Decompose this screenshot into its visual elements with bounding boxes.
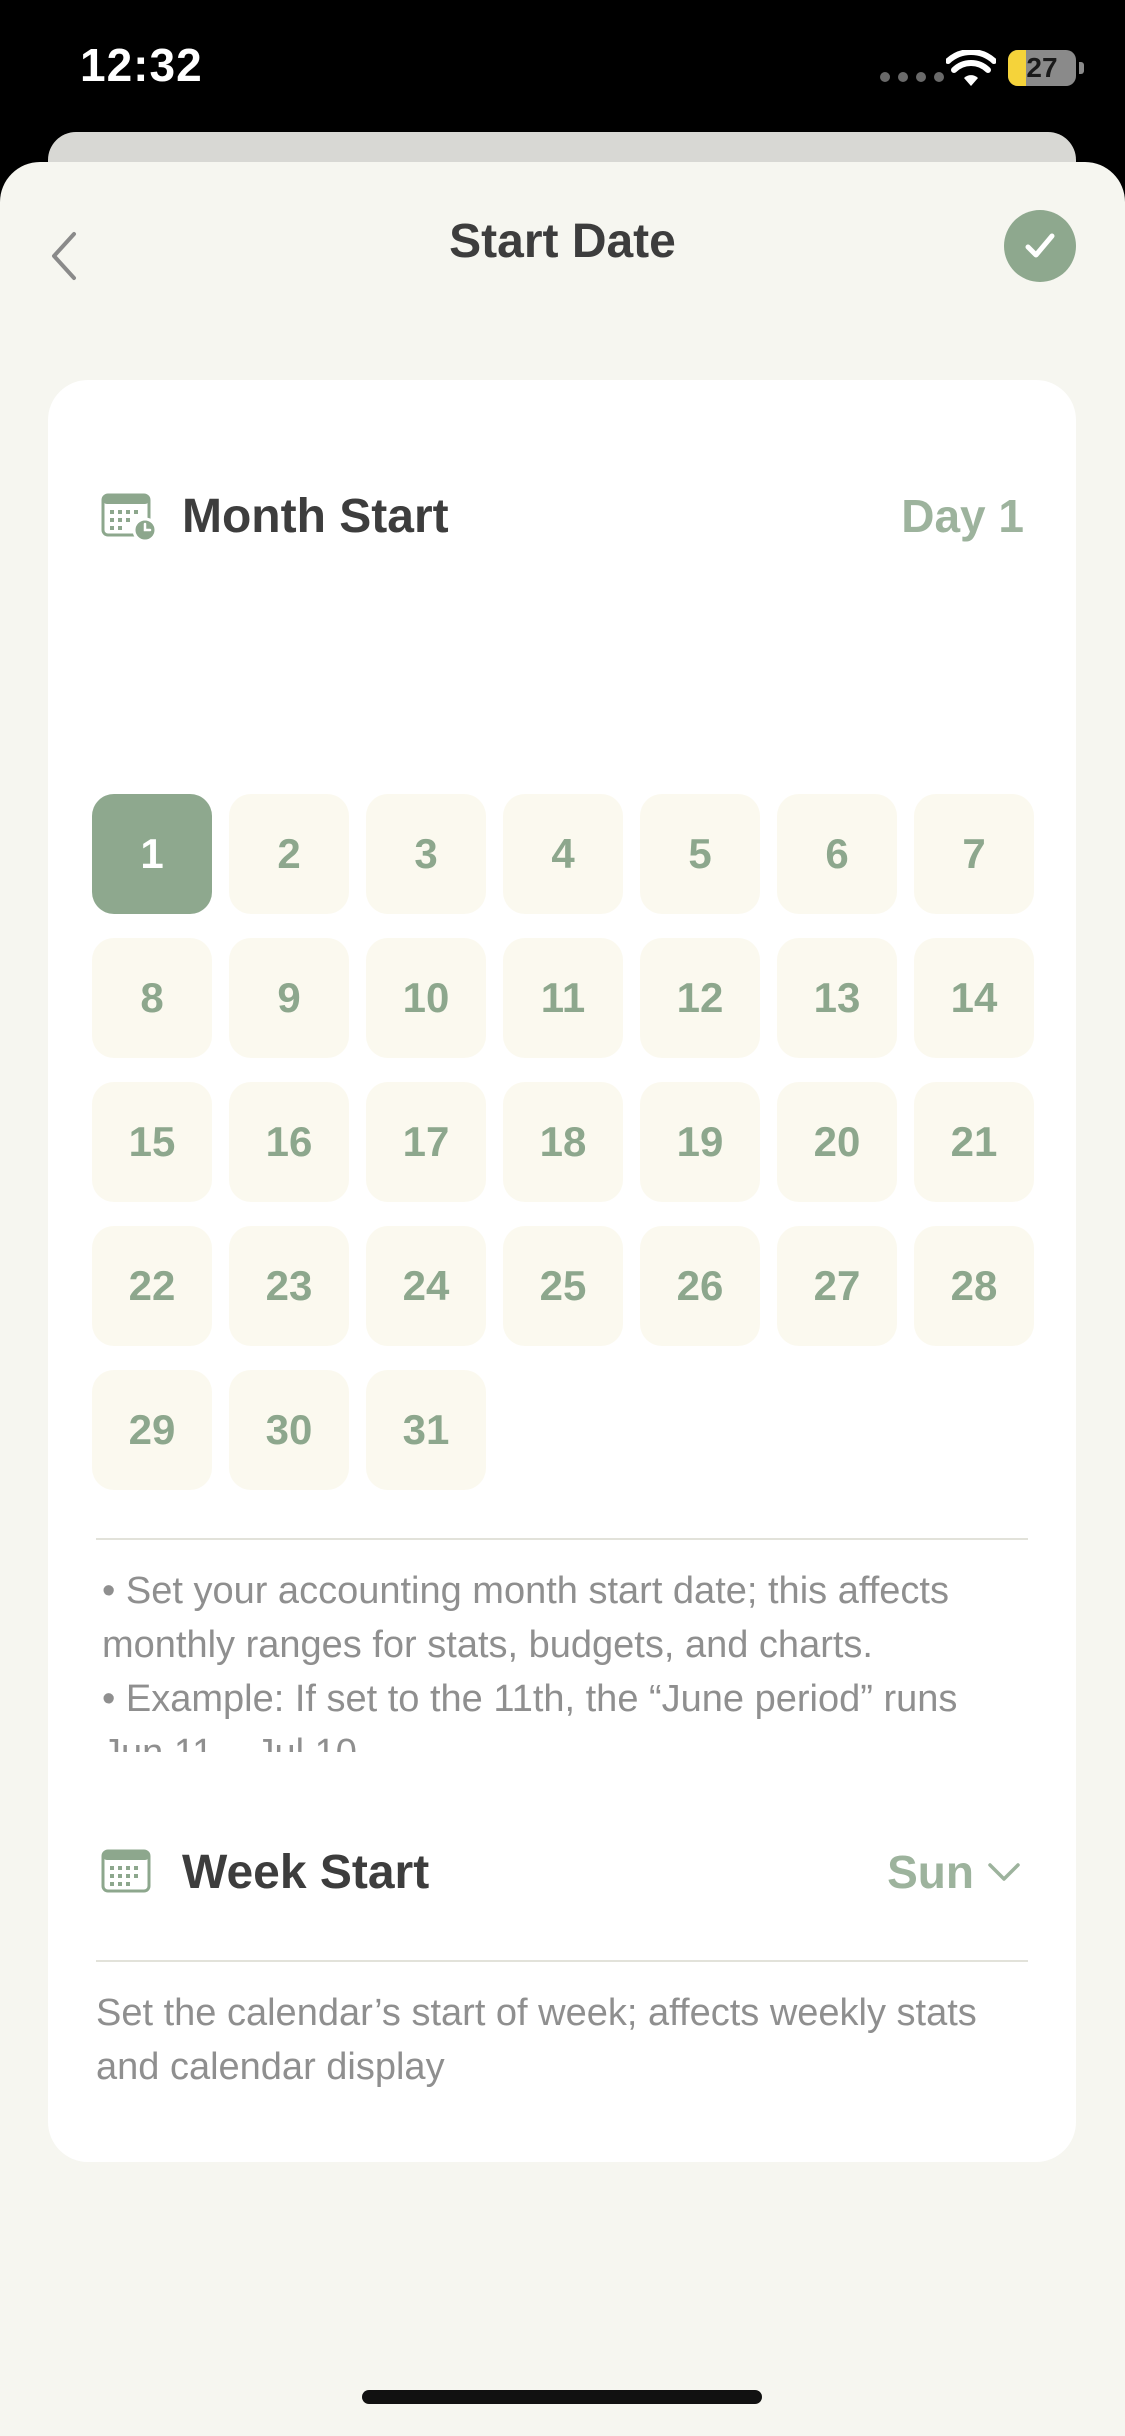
chevron-down-icon: [984, 1859, 1024, 1885]
day-cell[interactable]: 26: [640, 1226, 760, 1346]
day-cell[interactable]: 12: [640, 938, 760, 1058]
divider: [96, 1538, 1028, 1540]
day-cell[interactable]: 8: [92, 938, 212, 1058]
day-cell[interactable]: 15: [92, 1082, 212, 1202]
calendar-icon: [100, 1846, 158, 1898]
divider: [96, 1960, 1028, 1962]
calendar-clock-icon: [100, 490, 158, 542]
month-start-value[interactable]: Day 1: [901, 490, 1024, 542]
day-cell[interactable]: 11: [503, 938, 623, 1058]
day-cell[interactable]: 24: [366, 1226, 486, 1346]
day-cell[interactable]: 25: [503, 1226, 623, 1346]
day-cell[interactable]: 10: [366, 938, 486, 1058]
day-cell[interactable]: 6: [777, 794, 897, 914]
day-cell[interactable]: 22: [92, 1226, 212, 1346]
day-cell[interactable]: 19: [640, 1082, 760, 1202]
month-start-card: [48, 380, 1076, 1852]
checkmark-icon: [1020, 226, 1060, 266]
week-start-card: [48, 1752, 1076, 2162]
day-cell[interactable]: 21: [914, 1082, 1034, 1202]
home-indicator[interactable]: [362, 2390, 762, 2404]
day-cell[interactable]: 23: [229, 1226, 349, 1346]
status-bar: [0, 0, 1125, 140]
status-time: 12:32: [80, 39, 203, 91]
week-start-dropdown[interactable]: [887, 1845, 1024, 1899]
week-start-value: Sun: [887, 1846, 974, 1898]
week-start-row[interactable]: [100, 1832, 1024, 1912]
day-cell[interactable]: 1: [92, 794, 212, 914]
battery-level: 27: [1026, 52, 1058, 83]
start-date-sheet: [0, 162, 1125, 2436]
month-day-grid: [92, 794, 1034, 1490]
wifi-icon: [946, 50, 996, 90]
day-cell[interactable]: 18: [503, 1082, 623, 1202]
battery-icon: [1008, 50, 1076, 86]
month-start-row: [100, 476, 1024, 556]
day-cell[interactable]: 5: [640, 794, 760, 914]
day-cell[interactable]: 31: [366, 1370, 486, 1490]
day-cell[interactable]: 27: [777, 1226, 897, 1346]
month-start-note-line-1: • Set your accounting month start date; this affects monthly ranges for stats, budgets, and charts.: [102, 1570, 949, 1666]
day-cell[interactable]: 28: [914, 1226, 1034, 1346]
day-cell[interactable]: 29: [92, 1370, 212, 1490]
battery-nub: [1079, 62, 1084, 74]
done-button[interactable]: [1004, 210, 1076, 282]
day-cell[interactable]: 7: [914, 794, 1034, 914]
page-title: Start Date: [449, 215, 676, 268]
week-start-title: Week Start: [182, 1845, 430, 1899]
day-cell[interactable]: 13: [777, 938, 897, 1058]
week-start-note: Set the calendar’s start of week; affects weekly stats and calendar display: [96, 1992, 977, 2088]
day-cell[interactable]: 9: [229, 938, 349, 1058]
day-cell[interactable]: 4: [503, 794, 623, 914]
day-cell[interactable]: 30: [229, 1370, 349, 1490]
day-cell[interactable]: 3: [366, 794, 486, 914]
month-start-note-line-2: • Example: If set to the 11th, the “June period” runs: [102, 1678, 958, 1720]
month-start-title: Month Start: [182, 489, 449, 543]
day-cell[interactable]: 20: [777, 1082, 897, 1202]
day-cell[interactable]: 14: [914, 938, 1034, 1058]
cellular-signal-icon: [880, 72, 944, 82]
day-cell[interactable]: 2: [229, 794, 349, 914]
day-cell[interactable]: 16: [229, 1082, 349, 1202]
month-start-note: [102, 1564, 1022, 1780]
day-cell[interactable]: 17: [366, 1082, 486, 1202]
